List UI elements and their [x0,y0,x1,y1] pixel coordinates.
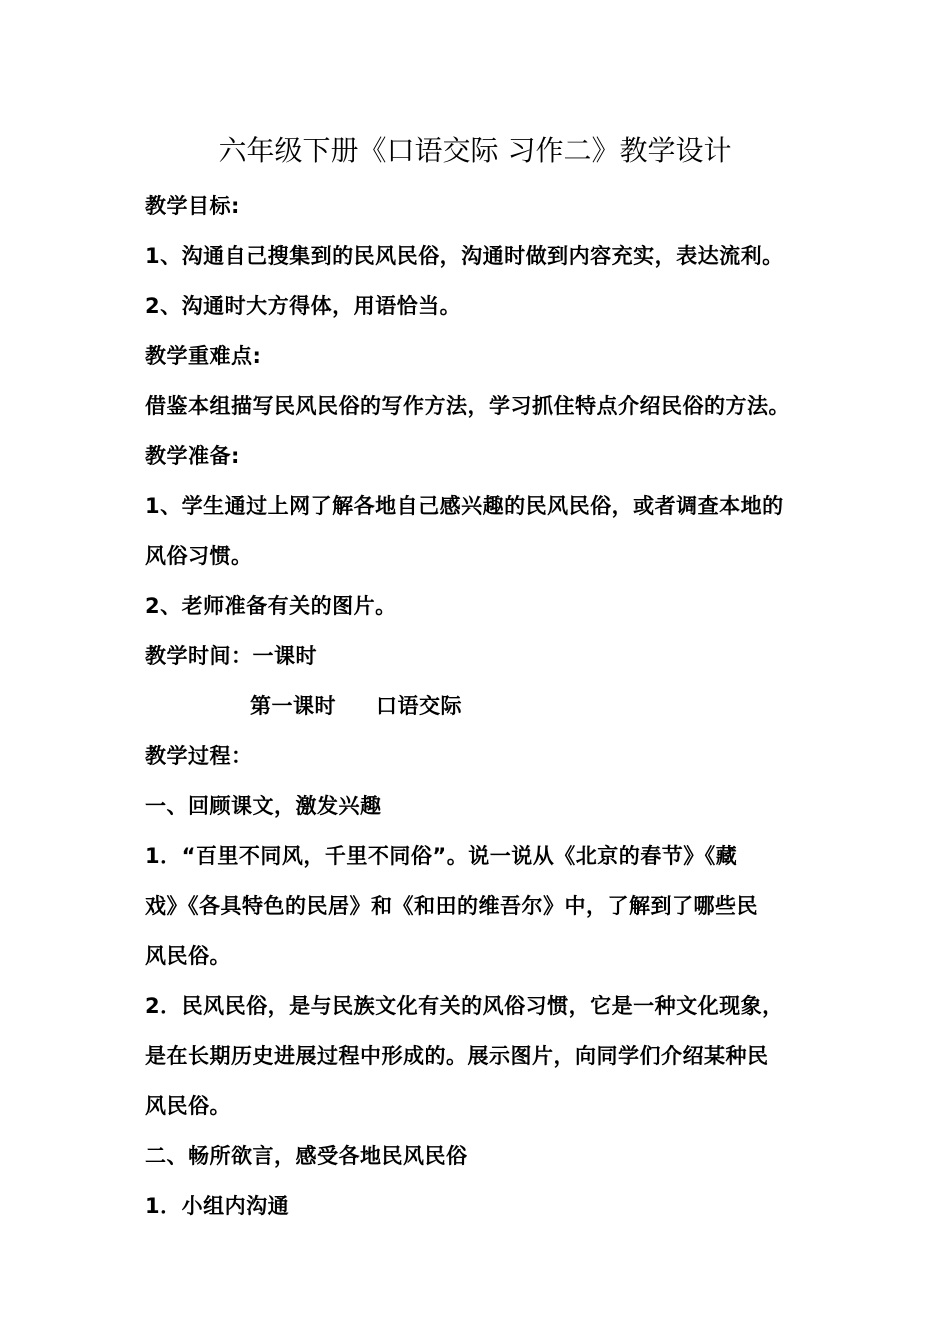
item-2-line-2: 是在长期历史进展过程中形成的。展示图片，向同学们介绍某种民 [145,1044,769,1068]
document-body [145,181,810,1231]
lesson-label: 第一课时 [250,694,336,718]
section-1-heading: 一、回顾课文，激发兴趣 [145,794,382,818]
key-points-text: 借鉴本组描写民风民俗的写作方法，学习抓住特点介绍民俗的方法。 [145,394,790,418]
lesson-topic: 口语交际 [376,694,462,718]
preparation-heading: 教学准备: [145,444,240,468]
process-heading: 教学过程： [145,744,253,768]
item-2-line-1: 2．民风民俗，是与民族文化有关的风俗习惯，它是一种文化现象， [145,994,784,1018]
item-1-line-3: 风民俗。 [145,944,231,968]
preparation-2: 2、老师准备有关的图片。 [145,594,397,618]
teaching-time: 教学时间：一课时 [145,644,317,668]
objectives-heading: 教学目标: [145,194,240,218]
document-title: 六年级下册《口语交际 习作二》教学设计 [218,134,732,167]
objective-2: 2、沟通时大方得体，用语恰当。 [145,294,462,318]
section-2-heading: 二、畅所欲言，感受各地民风民俗 [145,1144,468,1168]
lesson-heading [145,681,810,731]
key-points-heading: 教学重难点: [145,344,262,368]
item-1-line-2: 戏》《各具特色的民居》和《和田的维吾尔》中，了解到了哪些民 [145,894,758,918]
item-3: 1．小组内沟通 [145,1194,290,1218]
preparation-1-line-1: 1、学生通过上网了解各地自己感兴趣的民风民俗，或者调查本地的 [145,494,784,518]
item-2-line-3: 风民俗。 [145,1094,231,1118]
preparation-1-line-2: 风俗习惯。 [145,544,253,568]
objective-1: 1、沟通自己搜集到的民风民俗，沟通时做到内容充实，表达流利。 [145,244,784,268]
item-1-line-1: 1．“百里不同风，千里不同俗”。说一说从《北京的春节》《藏 [145,844,738,868]
